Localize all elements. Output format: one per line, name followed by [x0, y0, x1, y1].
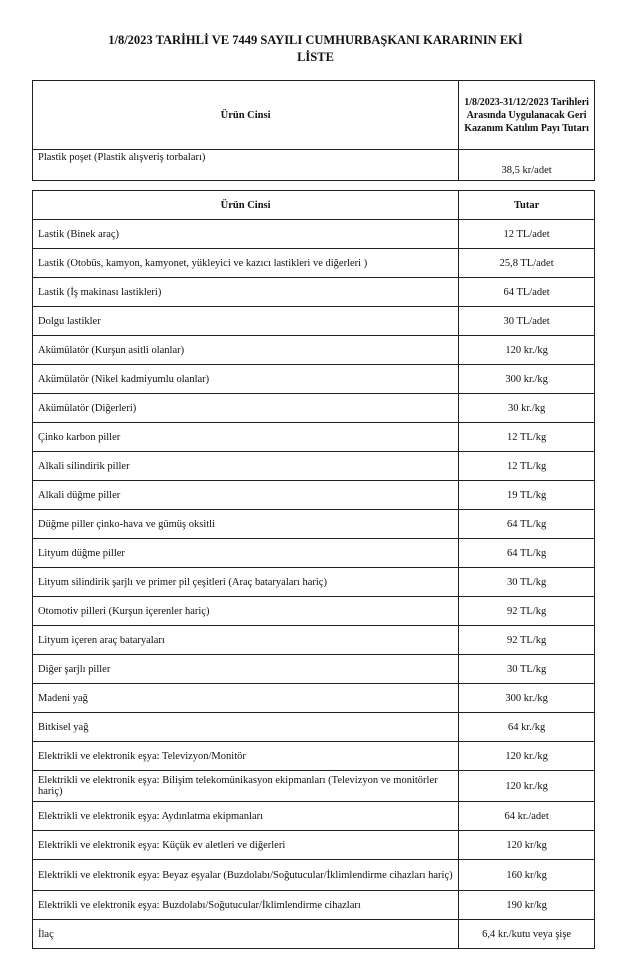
amount-cell: 12 TL/kg [459, 452, 595, 481]
product-cell: Alkali düğme piller [33, 481, 459, 510]
table-row [33, 713, 595, 742]
product-cell: Diğer şarjlı piller [33, 655, 459, 684]
table-row [33, 568, 595, 597]
table-row [33, 860, 595, 891]
header-amount: Tutar [459, 191, 595, 220]
amount-cell: 64 TL/kg [459, 539, 595, 568]
table-row [33, 423, 595, 452]
table-row [33, 307, 595, 336]
table-row [33, 394, 595, 423]
table-row [33, 920, 595, 949]
amount-cell: 30 kr./kg [459, 394, 595, 423]
amount-cell: 300 kr./kg [459, 365, 595, 394]
table-row [33, 539, 595, 568]
amount-cell: 38,5 kr/adet [459, 150, 595, 181]
table-row [33, 220, 595, 249]
product-cell: Elektrikli ve elektronik eşya: Buzdolabı/Soğutucular/İklimlendirme cihazları [33, 891, 459, 920]
amount-cell: 64 TL/kg [459, 510, 595, 539]
table-row [33, 771, 595, 802]
amount-cell: 12 TL/adet [459, 220, 595, 249]
amount-cell: 64 kr./adet [459, 802, 595, 831]
amount-cell: 30 TL/kg [459, 568, 595, 597]
table-row [33, 742, 595, 771]
table-row [33, 891, 595, 920]
amount-cell: 30 TL/adet [459, 307, 595, 336]
header-product-type: Ürün Cinsi [33, 191, 459, 220]
amount-cell: 300 kr./kg [459, 684, 595, 713]
product-cell: Lastik (İş makinası lastikleri) [33, 278, 459, 307]
product-cell: Lastik (Otobüs, kamyon, kamyonet, yükleyici ve kazıcı lastikleri ve diğerleri ) [33, 249, 459, 278]
amount-cell: 92 TL/kg [459, 626, 595, 655]
table-row [33, 626, 595, 655]
amount-cell: 12 TL/kg [459, 423, 595, 452]
amount-cell: 6,4 kr./kutu veya şişe [459, 920, 595, 949]
table-row [33, 452, 595, 481]
amount-cell: 190 kr/kg [459, 891, 595, 920]
product-cell: Akümülatör (Kurşun asitli olanlar) [33, 336, 459, 365]
product-cell: Elektrikli ve elektronik eşya: Televizyon/Monitör [33, 742, 459, 771]
amount-cell: 120 kr/kg [459, 831, 595, 860]
table-row [33, 336, 595, 365]
amount-cell: 120 kr./kg [459, 742, 595, 771]
product-cell: Dolgu lastikler [33, 307, 459, 336]
table-body [33, 220, 595, 949]
amount-cell: 120 kr./kg [459, 771, 595, 802]
product-cell: Lityum silindirik şarjlı ve primer pil çeşitleri (Araç bataryaları hariç) [33, 568, 459, 597]
amount-cell: 64 TL/adet [459, 278, 595, 307]
product-cell: Lityum içeren araç bataryaları [33, 626, 459, 655]
product-cell: Akümülatör (Nikel kadmiyumlu olanlar) [33, 365, 459, 394]
product-cell: İlaç [33, 920, 459, 949]
product-cell: Çinko karbon piller [33, 423, 459, 452]
table-row [33, 510, 595, 539]
table-row [33, 655, 595, 684]
table-row [33, 278, 595, 307]
product-cell: Lastik (Binek araç) [33, 220, 459, 249]
product-cell: Elektrikli ve elektronik eşya: Bilişim telekomünikasyon ekipmanları (Televizyon ve monitörler hariç) [33, 771, 459, 802]
table-row [33, 831, 595, 860]
table-row [33, 684, 595, 713]
product-cell: Elektrikli ve elektronik eşya: Aydınlatma ekipmanları [33, 802, 459, 831]
product-cell: Lityum düğme piller [33, 539, 459, 568]
table-row [33, 597, 595, 626]
header-amount-period: 1/8/2023-31/12/2023 Tarihleri Arasında Uygulanacak Geri Kazanım Katılım Payı Tutarı [459, 81, 595, 150]
table-row [33, 802, 595, 831]
amount-cell: 25,8 TL/adet [459, 249, 595, 278]
product-cell: Alkali silindirik piller [33, 452, 459, 481]
amount-cell: 19 TL/kg [459, 481, 595, 510]
table-row [33, 481, 595, 510]
recovery-fee-table [32, 190, 595, 949]
title-line-1: 1/8/2023 TARİHLİ VE 7449 SAYILI CUMHURBAŞKANI KARARININ EKİ [108, 33, 523, 47]
amount-cell: 30 TL/kg [459, 655, 595, 684]
product-cell: Düğme piller çinko-hava ve gümüş oksitli [33, 510, 459, 539]
plastic-bag-table [32, 80, 595, 181]
amount-cell: 120 kr./kg [459, 336, 595, 365]
table-header-row [33, 191, 595, 220]
product-cell: Otomotiv pilleri (Kurşun içerenler hariç) [33, 597, 459, 626]
table-header-row [33, 81, 595, 150]
amount-cell: 160 kr/kg [459, 860, 595, 891]
product-cell: Bitkisel yağ [33, 713, 459, 742]
header-product-type: Ürün Cinsi [33, 81, 459, 150]
title-line-2: LİSTE [297, 50, 334, 64]
product-cell: Elektrikli ve elektronik eşya: Küçük ev aletleri ve diğerleri [33, 831, 459, 860]
amount-cell: 92 TL/kg [459, 597, 595, 626]
product-cell: Akümülatör (Diğerleri) [33, 394, 459, 423]
table-row [33, 249, 595, 278]
table-row [33, 365, 595, 394]
amount-cell: 64 kr./kg [459, 713, 595, 742]
product-cell: Madeni yağ [33, 684, 459, 713]
product-cell: Elektrikli ve elektronik eşya: Beyaz eşyalar (Buzdolabı/Soğutucular/İklimlendirme cihazları hariç) [33, 860, 459, 891]
document-title [0, 32, 631, 66]
table-row [33, 150, 595, 181]
product-cell: Plastik poşet (Plastik alışveriş torbaları) [33, 150, 459, 181]
